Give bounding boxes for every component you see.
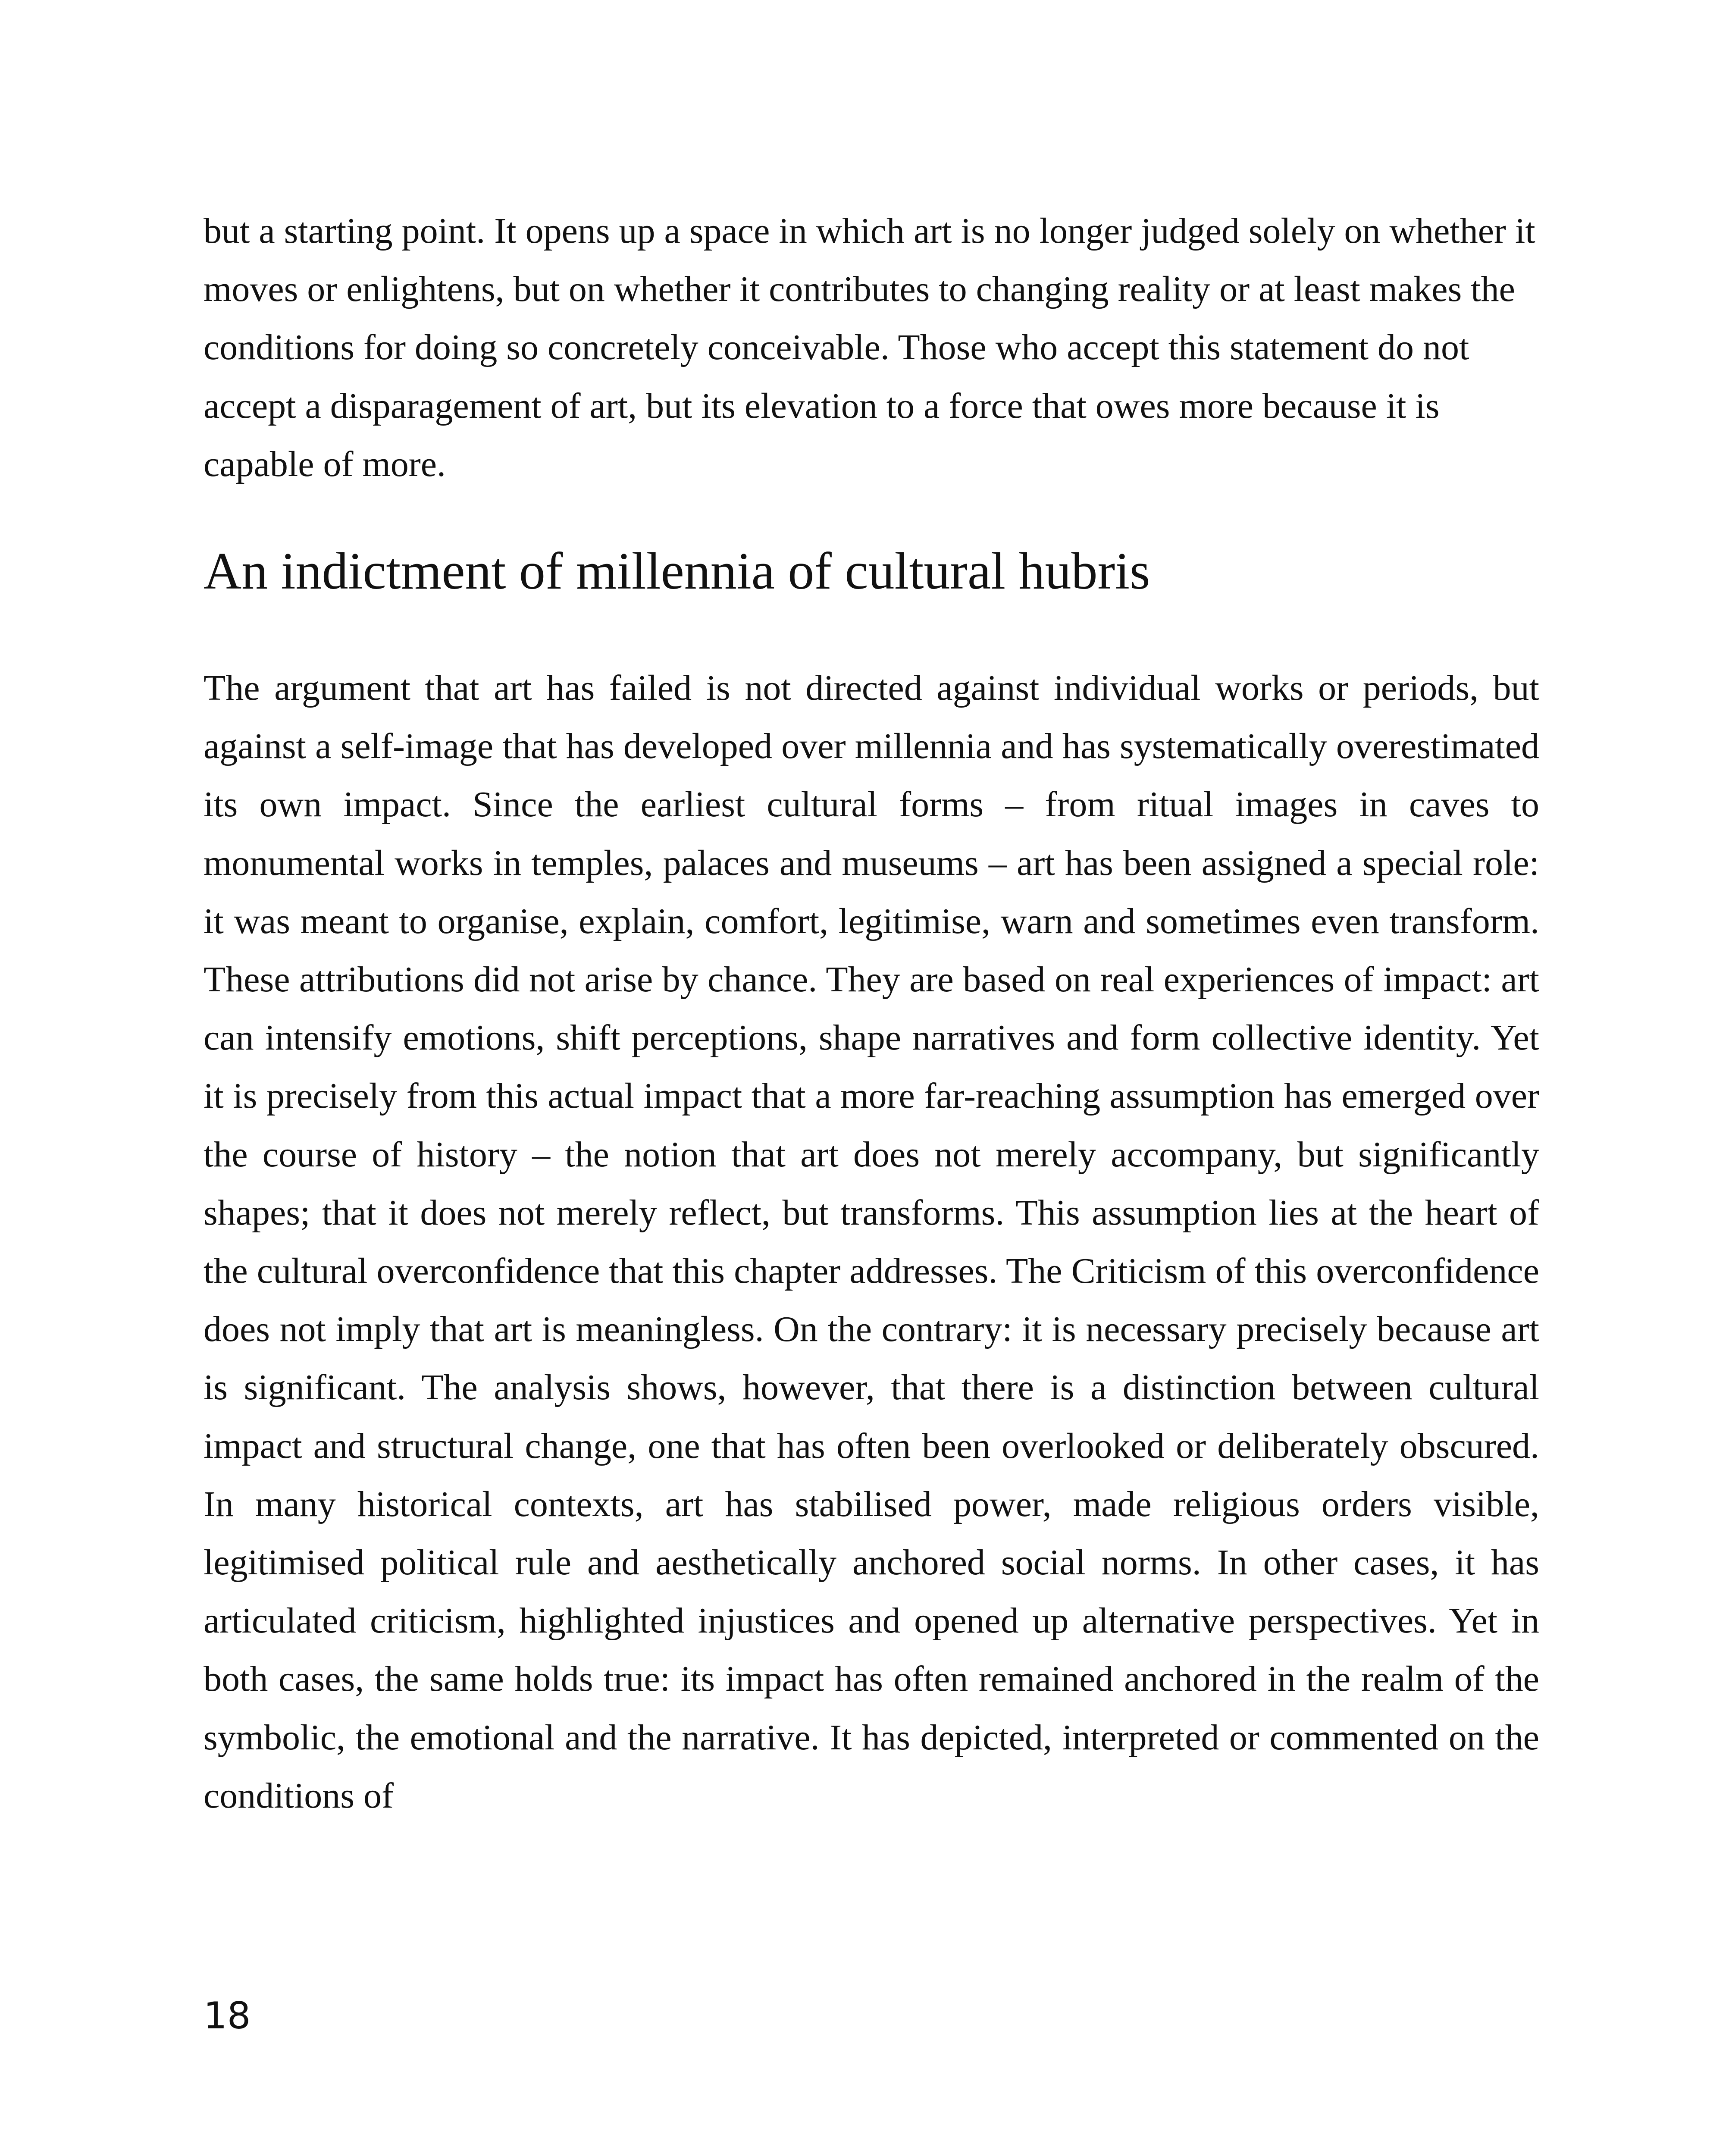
- section-heading: An indictment of millennia of cultural hubris: [204, 542, 1150, 600]
- page-number: 18: [204, 1994, 251, 2037]
- intro-paragraph: but a starting point. It opens up a space in which art is no longer judged solely on whether it moves or enlightens, but on whether it contributes to changing reality or at least makes the conditions for doing so concretely conceivable. Those who accept this statement do not accept a disparagement of art, but its elevation to a force that owes more because it is capable of more.: [204, 211, 1535, 484]
- body-paragraph: The argument that art has failed is not directed against individual works or periods, but against a self-image that has developed over millennia and has systematically overestimated its own impact. Since the earliest cultural forms – from ritual images in caves to monumental works in temples, palaces and museums – art has been assigned a special role: it was meant to organise, explain, comfort, legitimise, warn and sometimes even transform. These attributions did not arise by chance. They are based on real experiences of impact: art can intensify emotions, shift perceptions, shape narratives and form collective identity. Yet it is precisely from this actual impact that a more far-reaching assumption has emerged over the course of history – the notion that art does not merely accompany, but significantly shapes; that it does not merely reflect, but transforms. This assumption lies at the heart of the cultural overconfidence that this chapter addresses. The Criticism of this overconfidence does not imply that art is meaningless. On the contrary: it is necessary precisely because art is significant. The analysis shows, however, that there is a distinction between cultural impact and structural change, one that has often been overlooked or deliberately obscured. In many historical contexts, art has stabilised power, made religious orders visible, legitimised political rule and aesthetically anchored social norms. In other cases, it has articulated criticism, highlighted injustices and opened up alternative perspectives. Yet in both cases, the same holds true: its impact has often remained anchored in the realm of the symbolic, the emotional and the narrative. It has depicted, interpreted or commented on the conditions of: [204, 668, 1539, 1816]
